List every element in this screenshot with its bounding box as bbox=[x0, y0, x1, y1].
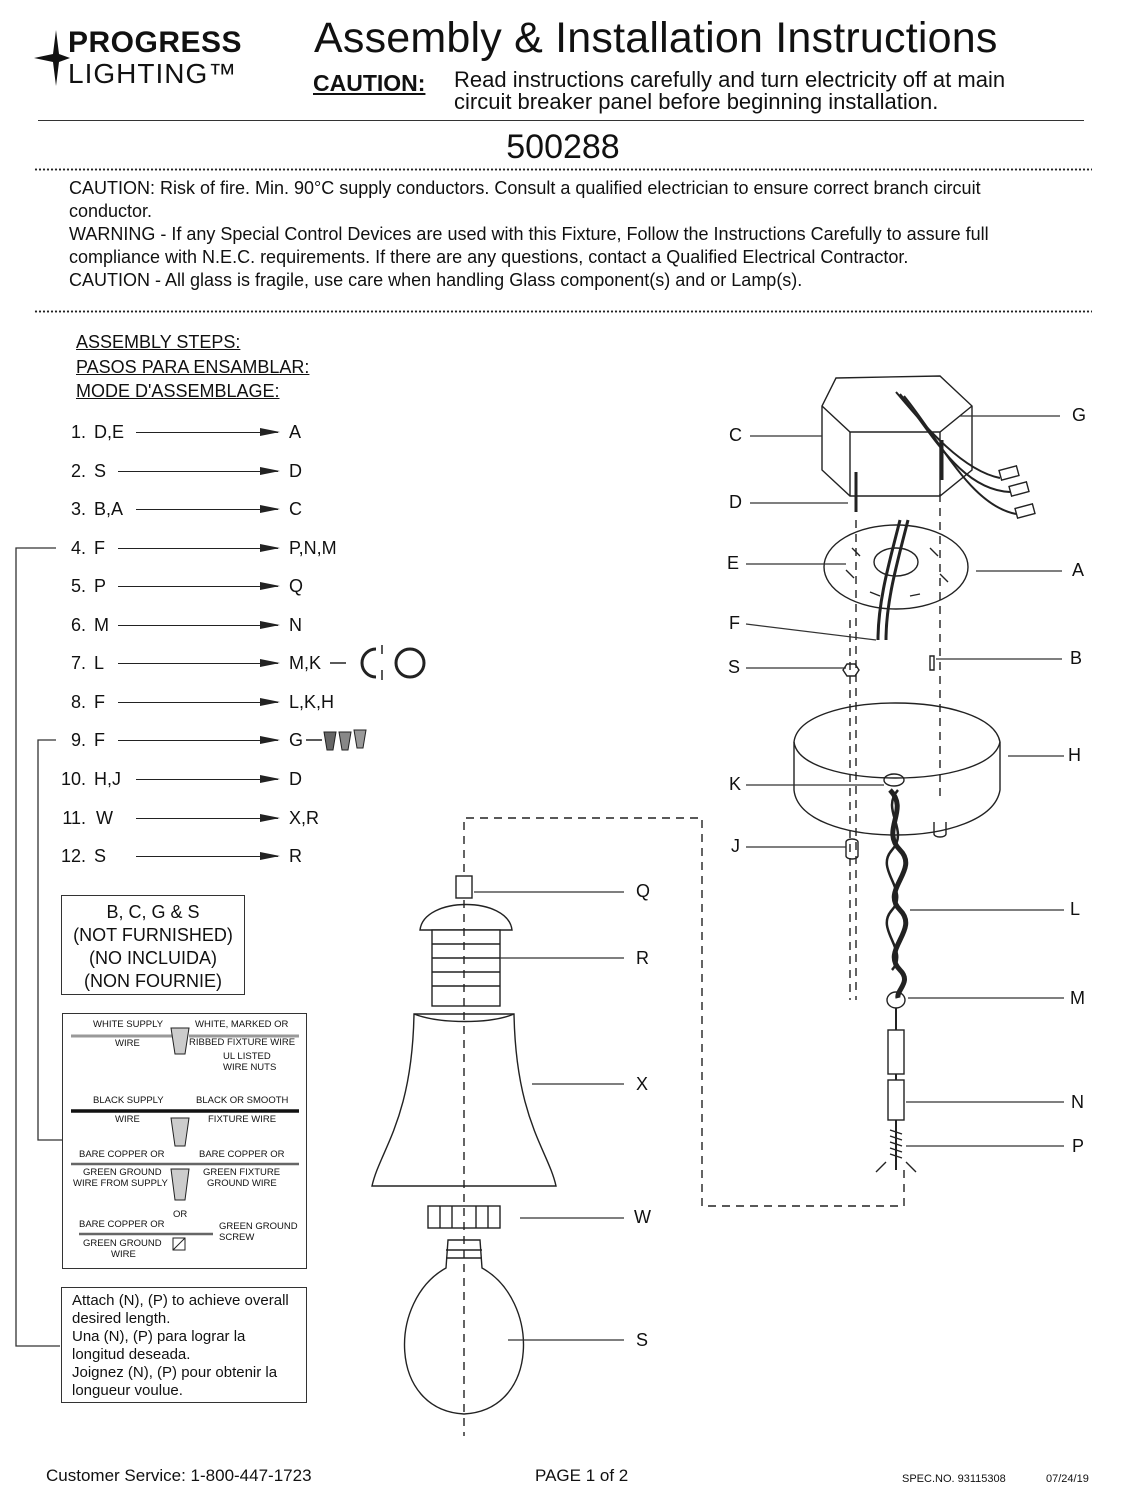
wiring-label: SCREW bbox=[219, 1232, 255, 1243]
wiring-label: WIRE bbox=[111, 1249, 136, 1260]
spec-number: SPEC.NO. 93115308 bbox=[902, 1473, 1006, 1485]
wiring-label: GREEN GROUND bbox=[219, 1221, 298, 1232]
not-furnished-box bbox=[61, 895, 245, 995]
step-to: D bbox=[289, 769, 302, 789]
callout-q: Q bbox=[636, 881, 651, 901]
wiring-label: BLACK SUPPLY bbox=[93, 1095, 164, 1106]
callout-d: D bbox=[729, 492, 742, 512]
step-number: 5. bbox=[70, 576, 86, 596]
step-arrow bbox=[118, 586, 278, 587]
wiring-label: WIRE FROM SUPPLY bbox=[73, 1178, 168, 1189]
callout-r: R bbox=[636, 948, 649, 968]
step-to: X,R bbox=[289, 808, 320, 828]
callout-l: L bbox=[1070, 899, 1081, 919]
step-arrow bbox=[136, 432, 278, 433]
step-from: F bbox=[94, 692, 105, 712]
step-number: 3. bbox=[70, 499, 86, 519]
wiring-label: GROUND WIRE bbox=[207, 1178, 277, 1189]
attach-note-line: longueur voulue. bbox=[72, 1382, 183, 1399]
step-number: 12. bbox=[60, 846, 86, 866]
step-from: W bbox=[96, 808, 113, 828]
callout-f: F bbox=[729, 613, 740, 633]
notice-line: WARNING - If any Special Control Devices are used with this Fixture, Follow the Instructions Carefully to assure full bbox=[69, 224, 989, 244]
not-furnished-line: (NO INCLUIDA) bbox=[88, 948, 217, 968]
brand-name-line2: LIGHTING™ bbox=[68, 58, 238, 89]
brand-name-line1: PROGRESS bbox=[68, 26, 243, 59]
exploded-fixture-diagram bbox=[340, 360, 1100, 1440]
callout-p: P bbox=[1072, 1136, 1085, 1156]
step-arrow bbox=[136, 818, 278, 819]
caution-line-2: circuit breaker panel before beginning installation. bbox=[454, 89, 939, 114]
callout-n: N bbox=[1071, 1092, 1084, 1112]
step-number: 9. bbox=[70, 730, 86, 750]
step-number: 11. bbox=[62, 808, 86, 828]
callout-b: B bbox=[1070, 648, 1083, 668]
callout-s-upper: S bbox=[728, 657, 741, 677]
attach-note-line: Joignez (N), (P) pour obtenir la bbox=[72, 1364, 278, 1381]
step-to: M,K bbox=[289, 653, 322, 673]
step-number: 2. bbox=[70, 461, 86, 481]
step-to: N bbox=[289, 615, 302, 635]
callout-h: H bbox=[1068, 745, 1081, 765]
caution-text bbox=[454, 69, 1094, 113]
callout-w: W bbox=[634, 1207, 651, 1227]
step-from: L bbox=[94, 653, 105, 673]
notice-line: compliance with N.E.C. requirements. If there are any questions, contact a Qualified Electrical Contractor. bbox=[69, 247, 909, 267]
wiring-label: WHITE SUPPLY bbox=[93, 1019, 164, 1030]
step-arrow bbox=[118, 548, 278, 549]
wiring-label: UL LISTED bbox=[223, 1051, 271, 1062]
assembly-steps-heading bbox=[76, 330, 309, 404]
wiring-label: BARE COPPER OR bbox=[199, 1149, 285, 1160]
notice-line: CAUTION - All glass is fragile, use care when handling Glass component(s) and or Lamp(s). bbox=[69, 270, 803, 290]
step-from: D,E bbox=[94, 422, 125, 442]
step-from: M bbox=[94, 615, 109, 635]
step-from: B,A bbox=[94, 499, 124, 519]
step-to: D bbox=[289, 461, 302, 481]
attach-note-line: Una (N), (P) para lograr la bbox=[72, 1328, 246, 1345]
step-arrow bbox=[118, 740, 278, 741]
step-from: F bbox=[94, 538, 105, 558]
step-number: 8. bbox=[70, 692, 86, 712]
wiring-label: GREEN GROUND bbox=[83, 1238, 162, 1249]
wiring-label: BARE COPPER OR bbox=[79, 1149, 165, 1160]
heading-en: ASSEMBLY STEPS: bbox=[76, 332, 241, 352]
step-from: F bbox=[94, 730, 105, 750]
notice-line: CAUTION: Risk of fire. Min. 90°C supply conductors. Consult a qualified electrician to ensure correct branch circuit bbox=[69, 178, 981, 198]
step-number: 10. bbox=[60, 769, 86, 789]
revision-date: 07/24/19 bbox=[1046, 1473, 1089, 1485]
attach-note-line: desired length. bbox=[72, 1310, 171, 1327]
wiring-label: RIBBED FIXTURE WIRE bbox=[189, 1037, 296, 1048]
step-to: L,K,H bbox=[289, 692, 335, 712]
callout-s-lower: S bbox=[636, 1330, 649, 1350]
step-to: C bbox=[289, 499, 302, 519]
step-to: G bbox=[289, 730, 304, 750]
wiring-label: FIXTURE WIRE bbox=[208, 1114, 277, 1125]
step-to: R bbox=[289, 846, 302, 866]
page-title: Assembly & Installation Instructions bbox=[314, 14, 998, 62]
attach-note-line: Attach (N), (P) to achieve overall bbox=[72, 1292, 289, 1309]
step-number: 7. bbox=[70, 653, 86, 673]
step-from: S bbox=[94, 461, 107, 481]
callout-k: K bbox=[729, 774, 742, 794]
step-arrow bbox=[118, 702, 278, 703]
callout-g: G bbox=[1072, 405, 1087, 425]
attach-note-box bbox=[61, 1287, 307, 1403]
model-number: 500288 bbox=[506, 128, 620, 166]
customer-service: Customer Service: 1-800-447-1723 bbox=[46, 1466, 312, 1485]
wiring-label: GREEN FIXTURE bbox=[203, 1167, 281, 1178]
page-number: PAGE 1 of 2 bbox=[535, 1466, 629, 1485]
step-from: S bbox=[94, 846, 107, 866]
wiring-diagram-box bbox=[62, 1013, 307, 1269]
not-furnished-line: (NOT FURNISHED) bbox=[73, 925, 233, 945]
wiring-label: WIRE bbox=[115, 1038, 140, 1049]
step-from: H,J bbox=[94, 769, 121, 789]
wiring-label: WIRE bbox=[115, 1114, 140, 1125]
step-to: P,N,M bbox=[289, 538, 337, 558]
step-arrow bbox=[118, 625, 278, 626]
callout-e: E bbox=[727, 553, 740, 573]
step-arrow bbox=[136, 856, 278, 857]
callout-c: C bbox=[729, 425, 742, 445]
wiring-label: OR bbox=[173, 1209, 188, 1220]
wiring-label: GREEN GROUND bbox=[83, 1167, 162, 1178]
step-arrow bbox=[118, 663, 278, 664]
not-furnished-line: B, C, G & S bbox=[106, 902, 200, 922]
attach-note-line: longitud deseada. bbox=[72, 1346, 191, 1363]
step-to: A bbox=[289, 422, 302, 442]
star-divider-top bbox=[34, 167, 1092, 173]
caution-line-1: Read instructions carefully and turn electricity off at main bbox=[454, 67, 1006, 92]
header-rule bbox=[38, 120, 1084, 121]
wiring-label: BARE COPPER OR bbox=[79, 1219, 165, 1230]
step-arrow bbox=[136, 509, 278, 510]
heading-fr: MODE D'ASSEMBLAGE: bbox=[76, 381, 280, 401]
wiring-label: WHITE, MARKED OR bbox=[195, 1019, 289, 1030]
wiring-label: BLACK OR SMOOTH bbox=[196, 1095, 289, 1106]
callout-x: X bbox=[636, 1074, 649, 1094]
safety-notices bbox=[69, 177, 1079, 292]
not-furnished-line: (NON FOURNIE) bbox=[84, 971, 222, 991]
star-divider-bottom bbox=[34, 309, 1092, 315]
heading-es: PASOS PARA ENSAMBLAR: bbox=[76, 356, 310, 377]
callout-m: M bbox=[1070, 988, 1085, 1008]
step-from: P bbox=[94, 576, 107, 596]
step-number: 6. bbox=[70, 615, 86, 635]
notice-line: conductor. bbox=[69, 201, 153, 221]
step-number: 1. bbox=[70, 422, 86, 442]
callout-j: J bbox=[731, 836, 740, 856]
wiring-label: WIRE NUTS bbox=[223, 1062, 277, 1073]
step-arrow bbox=[118, 471, 278, 472]
step-arrow bbox=[136, 779, 278, 780]
caution-label: CAUTION: bbox=[313, 70, 426, 96]
step-number: 4. bbox=[70, 538, 86, 558]
step-to: Q bbox=[289, 576, 304, 596]
callout-a: A bbox=[1072, 560, 1085, 580]
